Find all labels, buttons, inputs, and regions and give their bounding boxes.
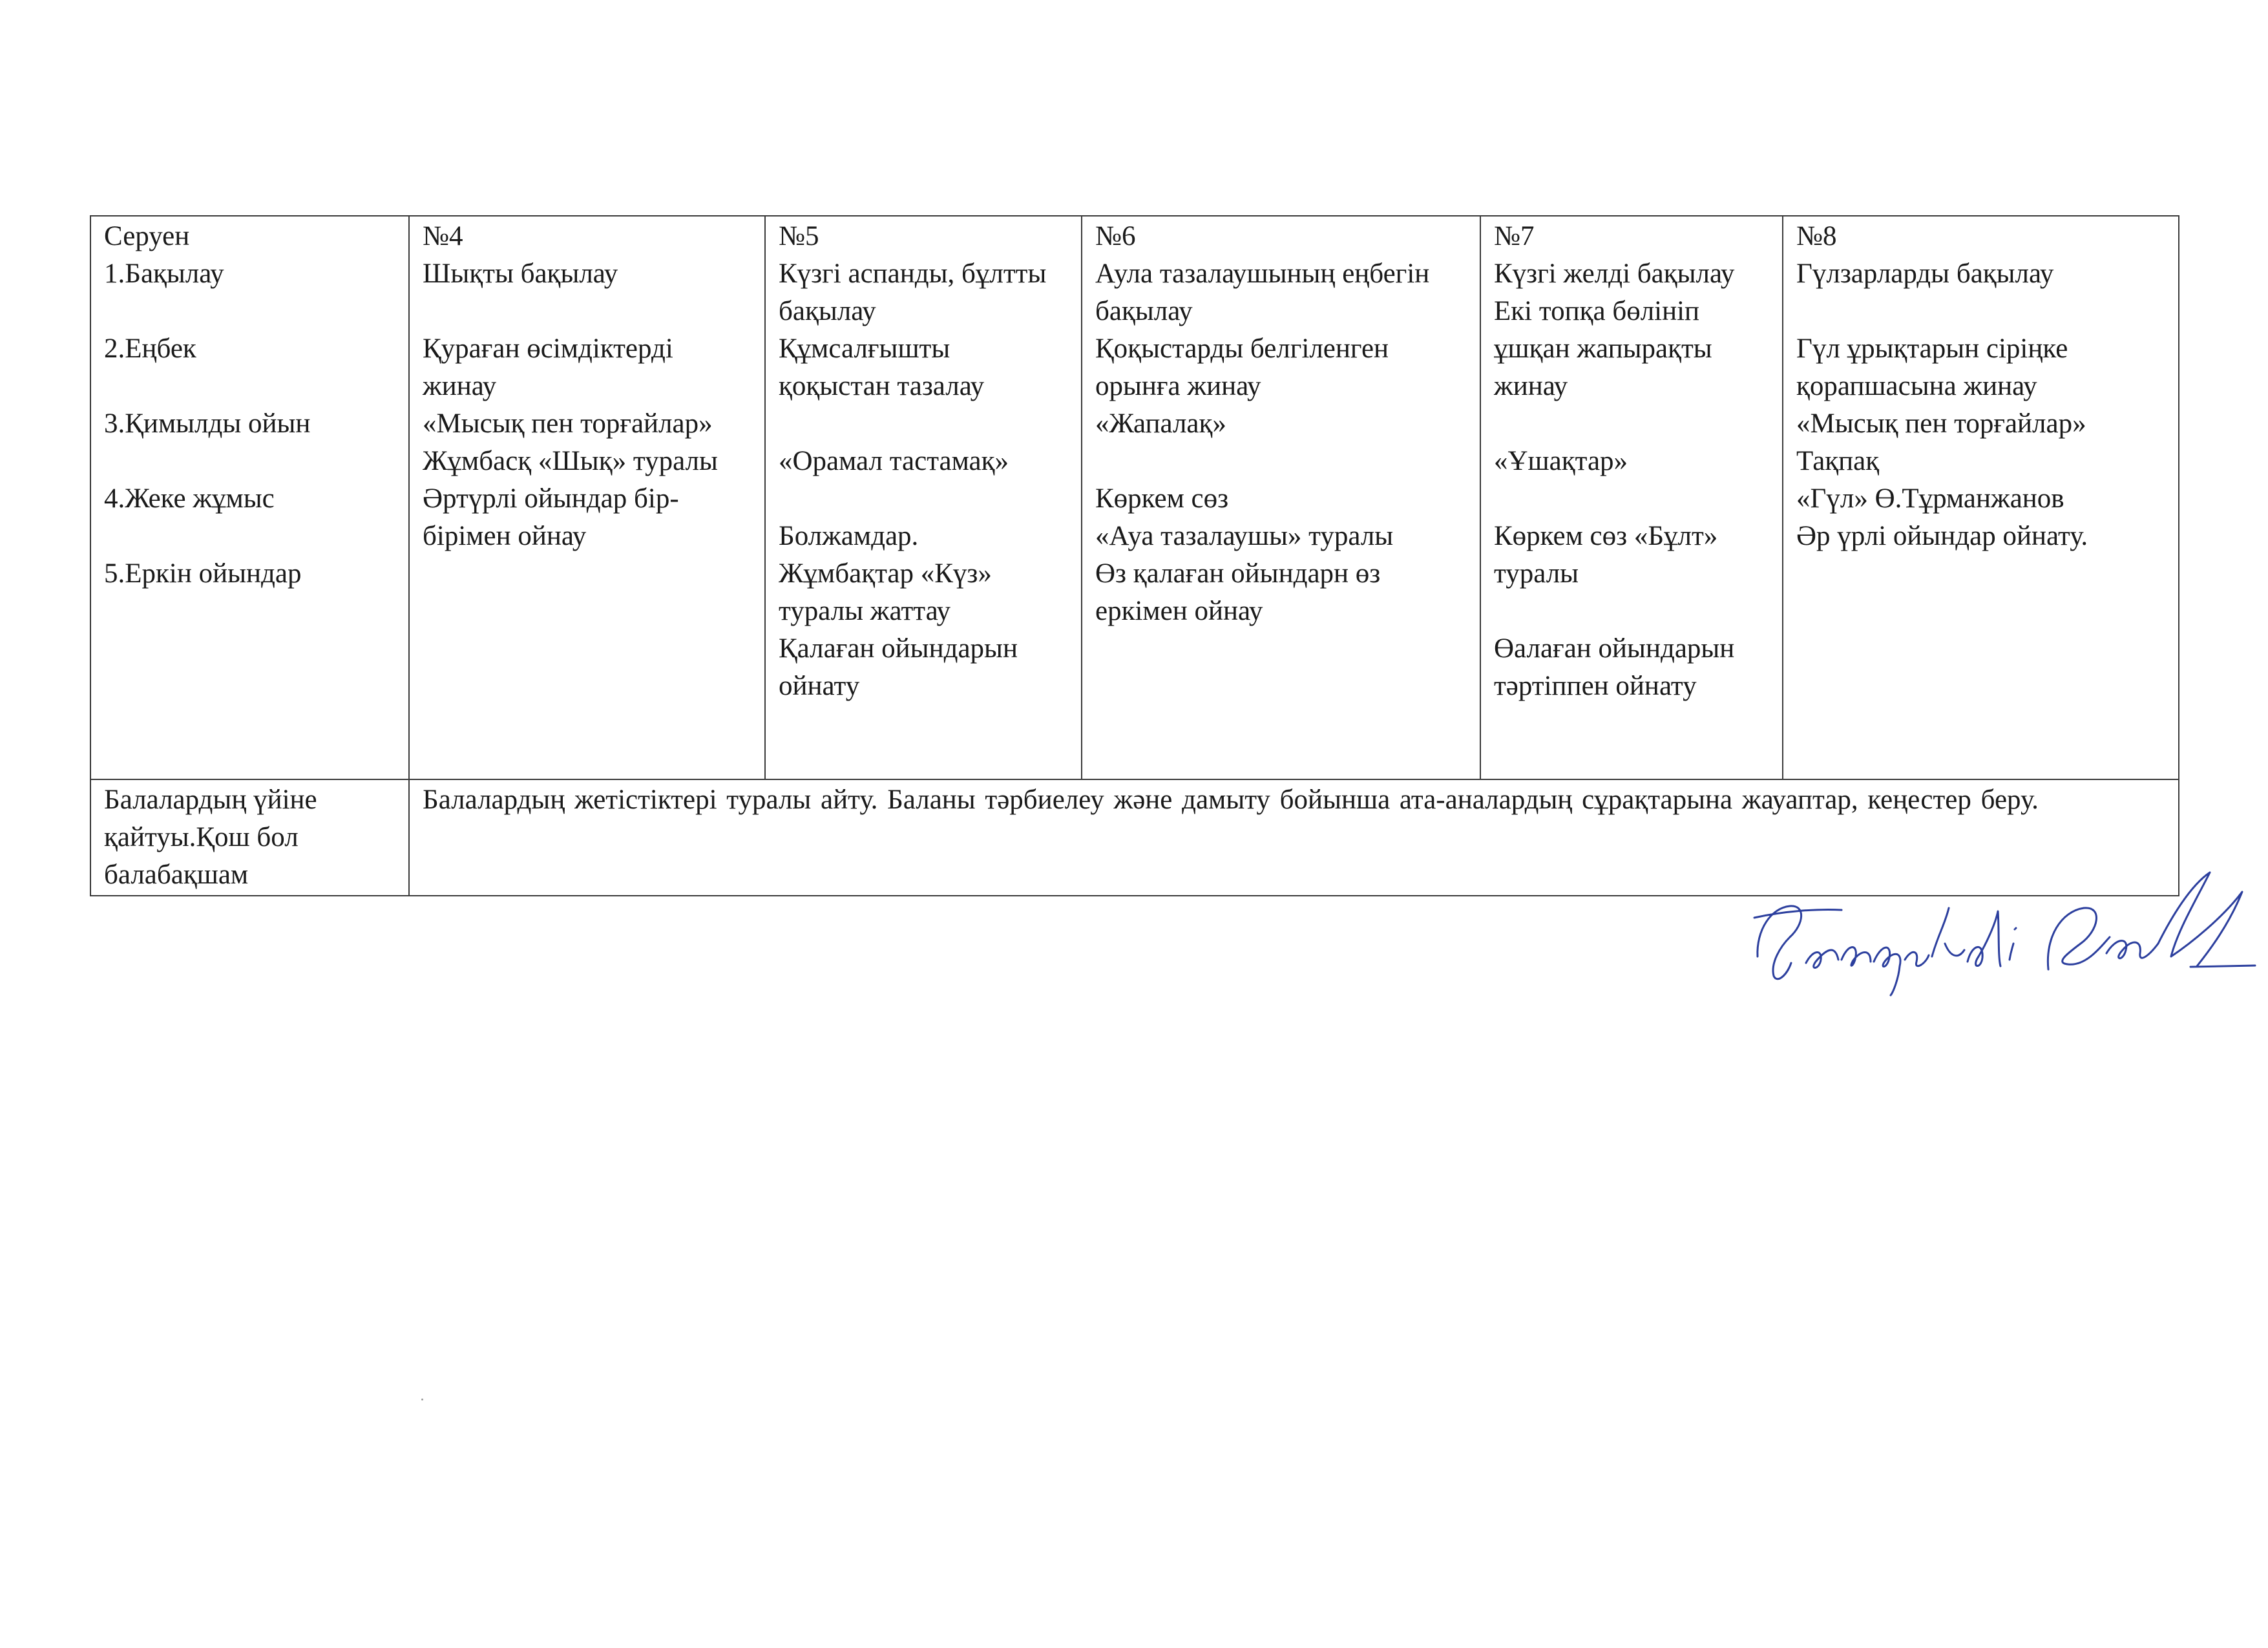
walk-day-6-number: №6 (1095, 221, 1136, 251)
signature-stroke (1806, 950, 1838, 967)
cell-line: Шықты бақылау (423, 259, 618, 289)
cell-line: Әр үрлі ойындар ойнату. (1796, 521, 2088, 551)
walk-day-6-cell (1082, 216, 1480, 779)
cell-line: Қоқыстарды белгіленген орынға жинау (1095, 333, 1389, 401)
walk-day-8-cell (1783, 216, 2179, 779)
signature-stroke (1758, 906, 1801, 979)
cell-line: «Орамал тастамақ» (779, 446, 1009, 476)
cell-line: «Гүл» Ө.Тұрманжанов (1796, 483, 2064, 514)
blank-line (104, 293, 395, 330)
cell-line: 2.Еңбек (104, 333, 196, 364)
walk-day-5-number: №5 (779, 221, 819, 251)
signature-stroke (1754, 910, 1842, 918)
cell-line: Күзгі желді бақылау (1494, 259, 1735, 289)
daily-plan-table (90, 215, 2179, 896)
signature-stroke (2048, 908, 2110, 969)
cell-line: Тақпақ (1796, 446, 1880, 476)
signature-stroke (2158, 872, 2242, 966)
cell-line: Жұмбасқ «Шық» туралы (423, 446, 718, 476)
blank-line (1796, 293, 2165, 330)
signature-stroke (1932, 908, 1964, 956)
cell-line: Күзгі аспанды, бұлтты бақылау (779, 259, 1047, 326)
walk-activities-cell (90, 216, 409, 779)
walk-day-4-cell (409, 216, 765, 779)
walk-row (90, 216, 2179, 779)
cell-line: Әртүрлі ойындар бір-бірімен ойнау (423, 483, 679, 551)
blank-line (779, 405, 1068, 443)
walk-title: Серуен (104, 221, 190, 251)
walk-day-8-number: №8 (1796, 221, 1837, 251)
blank-line (1494, 405, 1769, 443)
blank-line (104, 443, 395, 480)
walk-day-5-cell (765, 216, 1082, 779)
cell-line: «Мысық пен торғайлар» (1796, 408, 2086, 439)
blank-line (779, 480, 1068, 518)
cell-line: Екі топқа бөлініп ұшқан жапырақты жинау (1494, 296, 1712, 401)
signature-stroke (1842, 947, 1871, 966)
cell-line: «Ұшақтар» (1494, 446, 1628, 476)
cell-line: 5.Еркін ойындар (104, 558, 302, 589)
cell-line: Гүл ұрықтарын сіріңке қорапшасына жинау (1796, 333, 2068, 401)
cell-line: Қалаған ойындарын ойнату (779, 633, 1018, 701)
signature-stroke (1874, 947, 1900, 995)
cell-line: Өалаған ойындарын тәртіппен ойнату (1494, 633, 1735, 701)
cell-line: 3.Қимылды ойын (104, 408, 311, 439)
signature-stroke (2190, 966, 2255, 967)
walk-day-5-lines (779, 255, 1068, 705)
cell-line: «Жапалақ» (1095, 408, 1226, 439)
signature-image (1745, 847, 2262, 1002)
cell-line: 4.Жеке жұмыс (104, 483, 275, 514)
walk-day-4-lines (423, 255, 751, 555)
cell-line: Гүлзарларды бақылау (1796, 259, 2054, 289)
cell-line: Көркем сөз (1095, 483, 1229, 514)
home-text: Балалардың жетістіктері туралы айту. Баланы тәрбиелеу және дамыту бойынша ата-аналардың сұрақтарына жауаптар, кеңестер беру. (423, 785, 2039, 815)
cell-line: Өз қалаған ойындарн өз еркімен ойнау (1095, 558, 1381, 626)
home-label-cell (90, 779, 409, 896)
blank-line (1095, 443, 1467, 480)
blank-line (104, 518, 395, 555)
signature-stroke (1968, 911, 2000, 966)
home-label: Балалардың үйіне қайтуы.Қош бол балабақшам (104, 785, 317, 890)
cell-line: Құмсалғышты қоқыстан тазалау (779, 333, 985, 401)
cell-line: Аула тазалаушының еңбегін бақылау (1095, 259, 1430, 326)
walk-day-7-cell (1480, 216, 1783, 779)
blank-line (104, 368, 395, 405)
cell-line: Көркем сөз «Бұлт» туралы (1494, 521, 1718, 589)
signature-stroke (2106, 941, 2158, 958)
signature-stroke (2010, 928, 2016, 960)
scan-speck (421, 1399, 423, 1400)
walk-activity-list (104, 255, 395, 593)
signature-stroke (1905, 952, 1929, 966)
blank-line (1494, 480, 1769, 518)
walk-day-7-lines (1494, 255, 1769, 705)
walk-day-8-lines (1796, 255, 2165, 555)
cell-line: Жұмбақтар «Күз» туралы жаттау (779, 558, 992, 626)
blank-line (423, 293, 751, 330)
cell-line: «Ауа тазалаушы» туралы (1095, 521, 1394, 551)
cell-line: Болжамдар. (779, 521, 919, 551)
cell-line: Қураған өсімдіктерді жинау (423, 333, 673, 401)
walk-day-7-number: №7 (1494, 221, 1535, 251)
walk-day-4-number: №4 (423, 221, 463, 251)
cell-line: «Мысық пен торғайлар» (423, 408, 713, 439)
blank-line (1494, 593, 1769, 630)
cell-line: 1.Бақылау (104, 259, 224, 289)
walk-day-6-lines (1095, 255, 1467, 630)
